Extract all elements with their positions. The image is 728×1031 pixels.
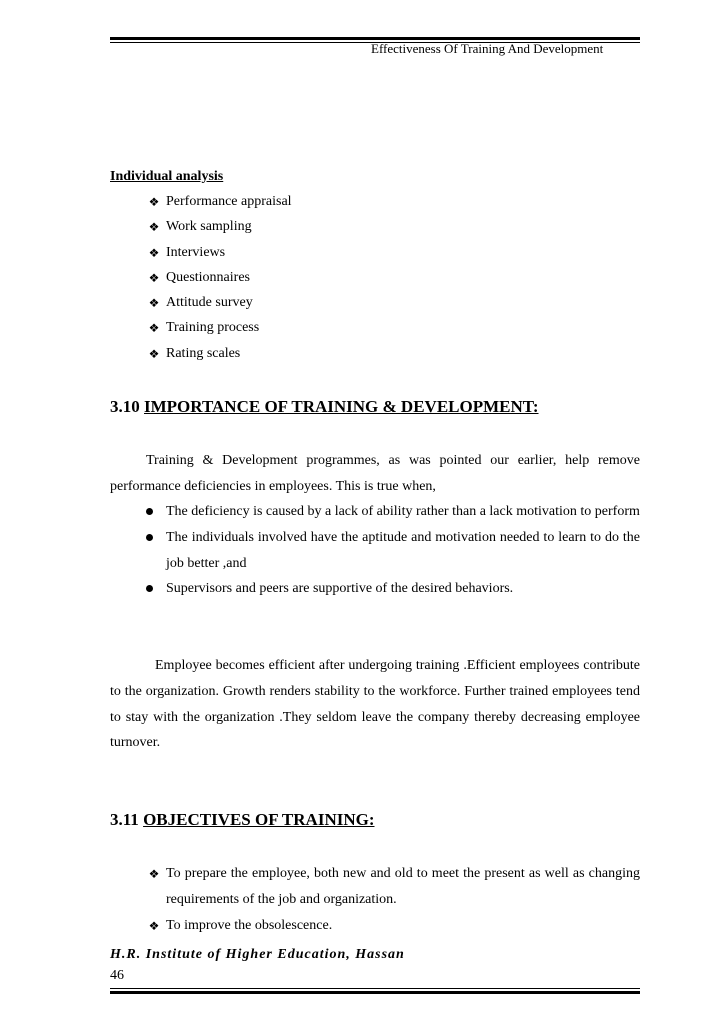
diamond-bullet-icon: ❖ [148, 346, 160, 361]
bullet-icon [146, 534, 153, 541]
diamond-bullet-icon: ❖ [148, 867, 160, 881]
list-item: ❖ Training process [148, 320, 260, 336]
list-item: The individuals involved have the aptitude and motivation needed to learn to do the job better ,and [110, 525, 640, 577]
list-item: ❖ To prepare the employee, both new and old to meet the present as well as changing requirements of the job and organization. [148, 866, 640, 907]
header-rule-thick [110, 37, 640, 40]
section-title: IMPORTANCE OF TRAINING & DEVELOPMENT: [144, 397, 539, 416]
bullet-icon [146, 585, 153, 592]
objectives-list [110, 861, 640, 938]
diamond-bullet-icon: ❖ [148, 296, 160, 311]
individual-analysis-list [110, 192, 292, 369]
diamond-bullet-icon: ❖ [148, 918, 160, 933]
list-item: ❖ Rating scales [148, 345, 241, 361]
section-number: 3.11 [110, 810, 139, 829]
diamond-bullet-icon: ❖ [148, 220, 160, 235]
running-header: Effectiveness Of Training And Development [371, 41, 604, 56]
section-heading-objectives [110, 810, 375, 830]
section-heading-importance [110, 397, 539, 417]
page-number: 46 [110, 968, 124, 983]
list-item: The deficiency is caused by a lack of ability rather than a lack motivation to perform [110, 499, 640, 525]
list-item: ❖ Questionnaires [148, 269, 250, 285]
diamond-bullet-icon: ❖ [148, 270, 160, 285]
footer-rule-thin [110, 988, 640, 989]
list-item: ❖ Performance appraisal [148, 194, 292, 209]
footer-rule-thick [110, 991, 640, 994]
individual-analysis-heading: Individual analysis [110, 169, 224, 184]
list-item: ❖ To improve the obsolescence. [148, 917, 333, 933]
bullet-icon [146, 508, 153, 515]
footer-institution: H.R. Institute of Higher Education, Hassan [110, 947, 405, 962]
diamond-bullet-icon: ❖ [148, 321, 160, 336]
diamond-bullet-icon: ❖ [148, 245, 160, 260]
list-item: Supervisors and peers are supportive of the desired behaviors. [110, 576, 640, 602]
section-title: OBJECTIVES OF TRAINING: [143, 810, 375, 829]
section-number: 3.10 [110, 397, 140, 416]
importance-bullet-list [110, 499, 640, 602]
list-item: ❖ Attitude survey [148, 295, 253, 311]
importance-body-paragraph: Employee becomes efficient after undergoing training .Efficient employees contribute to the organization. Growth renders stability to the workforce. Further trained employees tend to stay with the organization .They seldom leave the company thereby decreasing employee turnover. [110, 658, 640, 751]
diamond-bullet-icon: ❖ [148, 195, 160, 209]
importance-intro-paragraph: Training & Development programmes, as was pointed our earlier, help remove performance deficiencies in employees. This is true when, [110, 453, 640, 494]
list-item: ❖ Interviews [148, 244, 226, 260]
list-item: ❖ Work sampling [148, 219, 252, 235]
